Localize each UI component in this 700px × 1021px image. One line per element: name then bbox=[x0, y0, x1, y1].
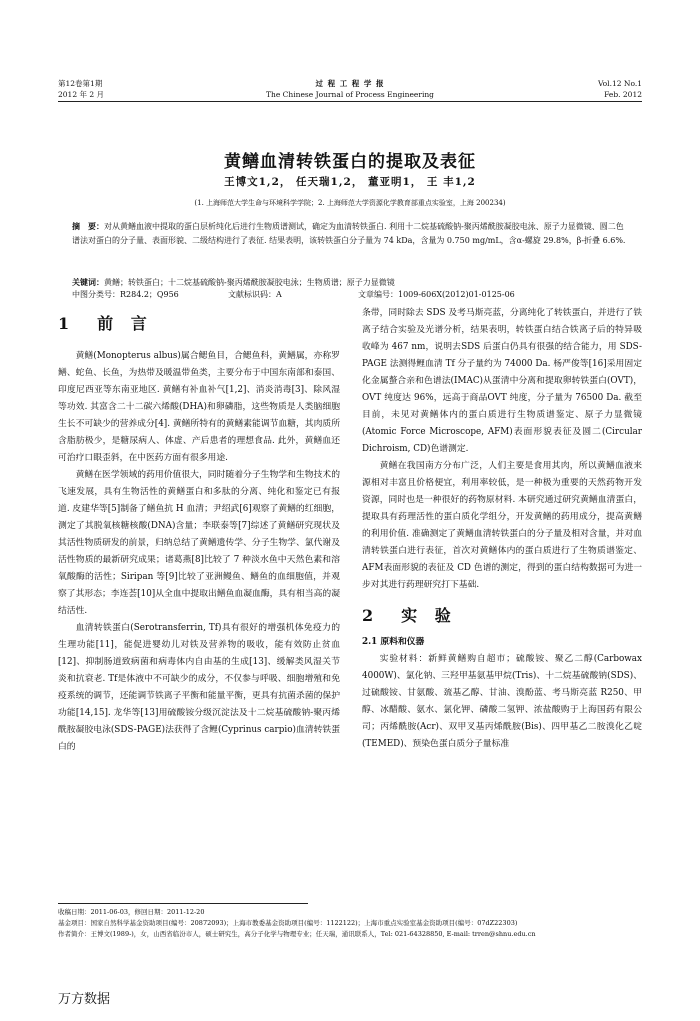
intro-paragraph-1: 黄鳝(Monopterus albus)属合鳃鱼目，合鳃鱼科，黄鳝属，亦称罗鳝、蛇鱼、长鱼，为热带及暖温带鱼类，主要分布于中国东南部和泰国、印度尼西亚等东南亚地区. 黄鳝有补血补气[1,2]、消炎消毒[3]、除风湿等功效. 其富含二十二碳六烯酸(DHA)和卵磷脂，这些物质是人类脑细胞生长不可缺少的营养成分[4]. 黄鳝所特有的黄鳝素能调节血糖，其肉质所含脂肪极少，是糖尿病人、体虚、产后患者的理想食品. 此外，黄鳝血还可治疗口眼歪斜，在中医药方面有很多用途. bbox=[58, 351, 340, 463]
section-2-1-heading: 2.1 原料和仪器 bbox=[362, 637, 425, 647]
footnote-author-info: 作者简介：王博文(1989-)，女，山西省临汾市人，硕士研究生，高分子化学与物理专业；任天瑞，通讯联系人，Tel: 021-64328850, E-mail: trren@shnu.edu.cn bbox=[58, 930, 536, 938]
header-volume-en: Vol.12 No.1 bbox=[597, 79, 642, 88]
header-date-en: Feb. 2012 bbox=[604, 90, 642, 99]
intro-continued-paragraph: 条带，同时除去 SDS 及考马斯亮蓝，分离纯化了转铁蛋白，并进行了铁离子结合实验及光谱分析，结果表明，转铁蛋白结合铁离子后的特异吸收峰为 467 nm，说明去SDS 后蛋白仍具有很强的结合能力，用 SDS-PAGE 法测得鲤血清 Tf 分子量约为 74000 Da. 杨严俊等[16]采用固定化金属螯合亲和色谱法(IMAC)从蛋清中分离和提取卵转铁蛋白(OVT)，OVT 纯度达 96%，远高于商品OVT 纯度，分子量为 76500 Da. 截至目前，未见对黄鳝体内的蛋白质进行生物质谱鉴定、原子力显微镜(Atomic Force Microscope, AFM)表面形貌表征及圆二(Circular Dichroism, CD)色谱测定. bbox=[362, 308, 642, 454]
article-number: 文章编号：1009-606X(2012)01-0125-06 bbox=[358, 290, 515, 299]
header-journal-en: The Chinese Journal of Process Engineering bbox=[266, 90, 434, 99]
keywords-label: 关键词： bbox=[72, 277, 104, 287]
footnote-funding: 基金项目：国家自然科学基金资助项目(编号：20872093)；上海市教委基金资助项目(编号：1122122)；上海市重点实验室基金资助项目(编号：07dZ22303) bbox=[58, 919, 518, 927]
keywords bbox=[72, 275, 628, 290]
author-list: 王博文1,2， 任天瑞1,2， 董亚明1， 王 丰1,2 bbox=[224, 176, 476, 188]
intro-paragraph-3: 血清转铁蛋白(Serotransferrin, Tf)具有很好的增强机体免疫力的生理功能[11]，能促进婴幼儿对铁及营养物的吸收，能有效防止贫血[12]、抑制肠道致病菌和病毒体内自由基的生成[13]、缓解类风湿关节炎和抗衰老. Tf是体液中不可缺少的成分，不仅参与呼吸、细胞增殖和免疫系统的调节，还能调节铁离子平衡和能量平衡，更具有抗菌杀菌的保护功能[14,15]. 龙华等[13]用硫酸铵分级沉淀法及十二烷基硫酸钠-聚丙烯酰胺凝胶电泳(SDS-PAGE)法获得了含鲤(Cyprinus carpio)血清转铁蛋白的 bbox=[58, 623, 340, 752]
keywords-text: 黄鳝；转铁蛋白；十二烷基硫酸钠-聚丙烯酰胺凝胶电泳；生物质谱；原子力显微镜 bbox=[104, 278, 395, 287]
right-column bbox=[362, 305, 642, 753]
header-date-cn: 2012 年 2 月 bbox=[58, 90, 105, 99]
header-rule bbox=[58, 101, 642, 102]
intro-paragraph-2: 黄鳝在医学领域的药用价值很大，同时随着分子生物学和生物技术的飞速发展，具有生物活性的黄鳝蛋白和多肽的分离、纯化和鉴定已有报道. 皮建华等[5]制备了鳝鱼抗 H 血清；尹绍武[6]观察了黄鳝的红细胞，测定了其脱氧核糖核酸(DNA)含量；李联泰等[7]综述了黄鳝研究现状及其活性物质研发的前景，归纳总结了黄鳝遗传学、分子生物学、氯代谢及活性物质的最新研究成果；诸葛燕[8]比较了 7 种淡水鱼中天然色素和溶氧酸酶的活性；Siripan 等[9]比较了亚洲鳗鱼、鳝鱼的血细胞值，并观察了其形态；李连荟[10]从全血中提取出鳝鱼血凝血酶，具有相当高的凝结活性. bbox=[58, 470, 340, 616]
abstract-text: 对从黄鳝血液中提取的蛋白层析纯化后进行生物质谱测试，确定为血清转铁蛋白. 利用十二烷基硫酸钠-聚丙烯酰胺凝胶电泳、原子力显微镜、圆二色谱法对蛋白的分子量、表面形貌、二级结构进行了表征. 结果表明，该转铁蛋白分子量为 74 kDa，含量为 0.750 mg/mL，含α-螺旋 29.8%，β-折叠 6.6%. bbox=[72, 222, 626, 245]
affiliation: (1. 上海师范大学生命与环境科学学院；2. 上海师范大学资源化学教育部重点实验室，上海 200234) bbox=[194, 199, 506, 207]
footnote-dates: 收稿日期：2011-06-03，修回日期：2011-12-20 bbox=[58, 908, 205, 916]
document-code: 文献标识码：A bbox=[228, 290, 282, 299]
left-column bbox=[58, 312, 340, 756]
wanfang-watermark: 万方数据 bbox=[58, 992, 111, 1007]
abstract-label: 摘 要： bbox=[72, 221, 104, 231]
footnote-rule bbox=[58, 903, 308, 904]
footnote bbox=[58, 907, 642, 940]
clc-number: 中图分类号：R284.2；Q956 bbox=[72, 290, 179, 299]
materials-paragraph: 实验材料：新鲜黄鳝购自超市；硫酸铵、聚乙二醇(Carbowax 4000W)、氯化钠、三羟甲基氨基甲烷(Tris)、十二烷基硫酸钠(SDS)、过硫酸铵、甘氨酸、巯基乙醇、甘油、溴酚蓝、考马斯亮蓝 R250、甲醇、冰醋酸、氨水、氯化钾、磷酸二氢钾、浓盐酸购于上海国药有限公司；丙烯酰胺(Acr)、双甲叉基丙烯酰胺(Bis)、四甲基乙二胺溴化乙啶(TEMED)、预染色蛋白质分子量标准 bbox=[362, 654, 642, 749]
section-2-heading: 2 实 验 bbox=[362, 606, 457, 625]
header-volume-cn: 第12卷第1期 bbox=[58, 79, 103, 88]
paper-title: 黄鳝血清转铁蛋白的提取及表征 bbox=[224, 152, 476, 172]
header-journal-cn: 过 程 工 程 学 报 bbox=[315, 79, 385, 88]
intro-paragraph-4: 黄鳝在我国南方分布广泛，人们主要是食用其肉，所以黄鳝血液来源相对丰富且价格便宜，利用率较低，是一种极为重要的天然药物开发资源，同时也是一种很好的药物原材料. 本研究通过研究黄鳝血清蛋白，提取具有药理活性的蛋白质化学组分，开发黄鳝的药用成分，提高黄鳝的利用价值. 准确测定了黄鳝血清转铁蛋白的分子量及相对含量，并对血清转铁蛋白进行表征，首次对黄鳝体内的蛋白质进行了生物质谱鉴定、AFM表面形貌的表征及 CD 色谱的测定，得到的蛋白结构数据可为进一步对其进行药理研究打下基础. bbox=[362, 461, 642, 590]
abstract bbox=[72, 219, 628, 248]
section-1-heading: 1 前 言 bbox=[58, 314, 153, 333]
